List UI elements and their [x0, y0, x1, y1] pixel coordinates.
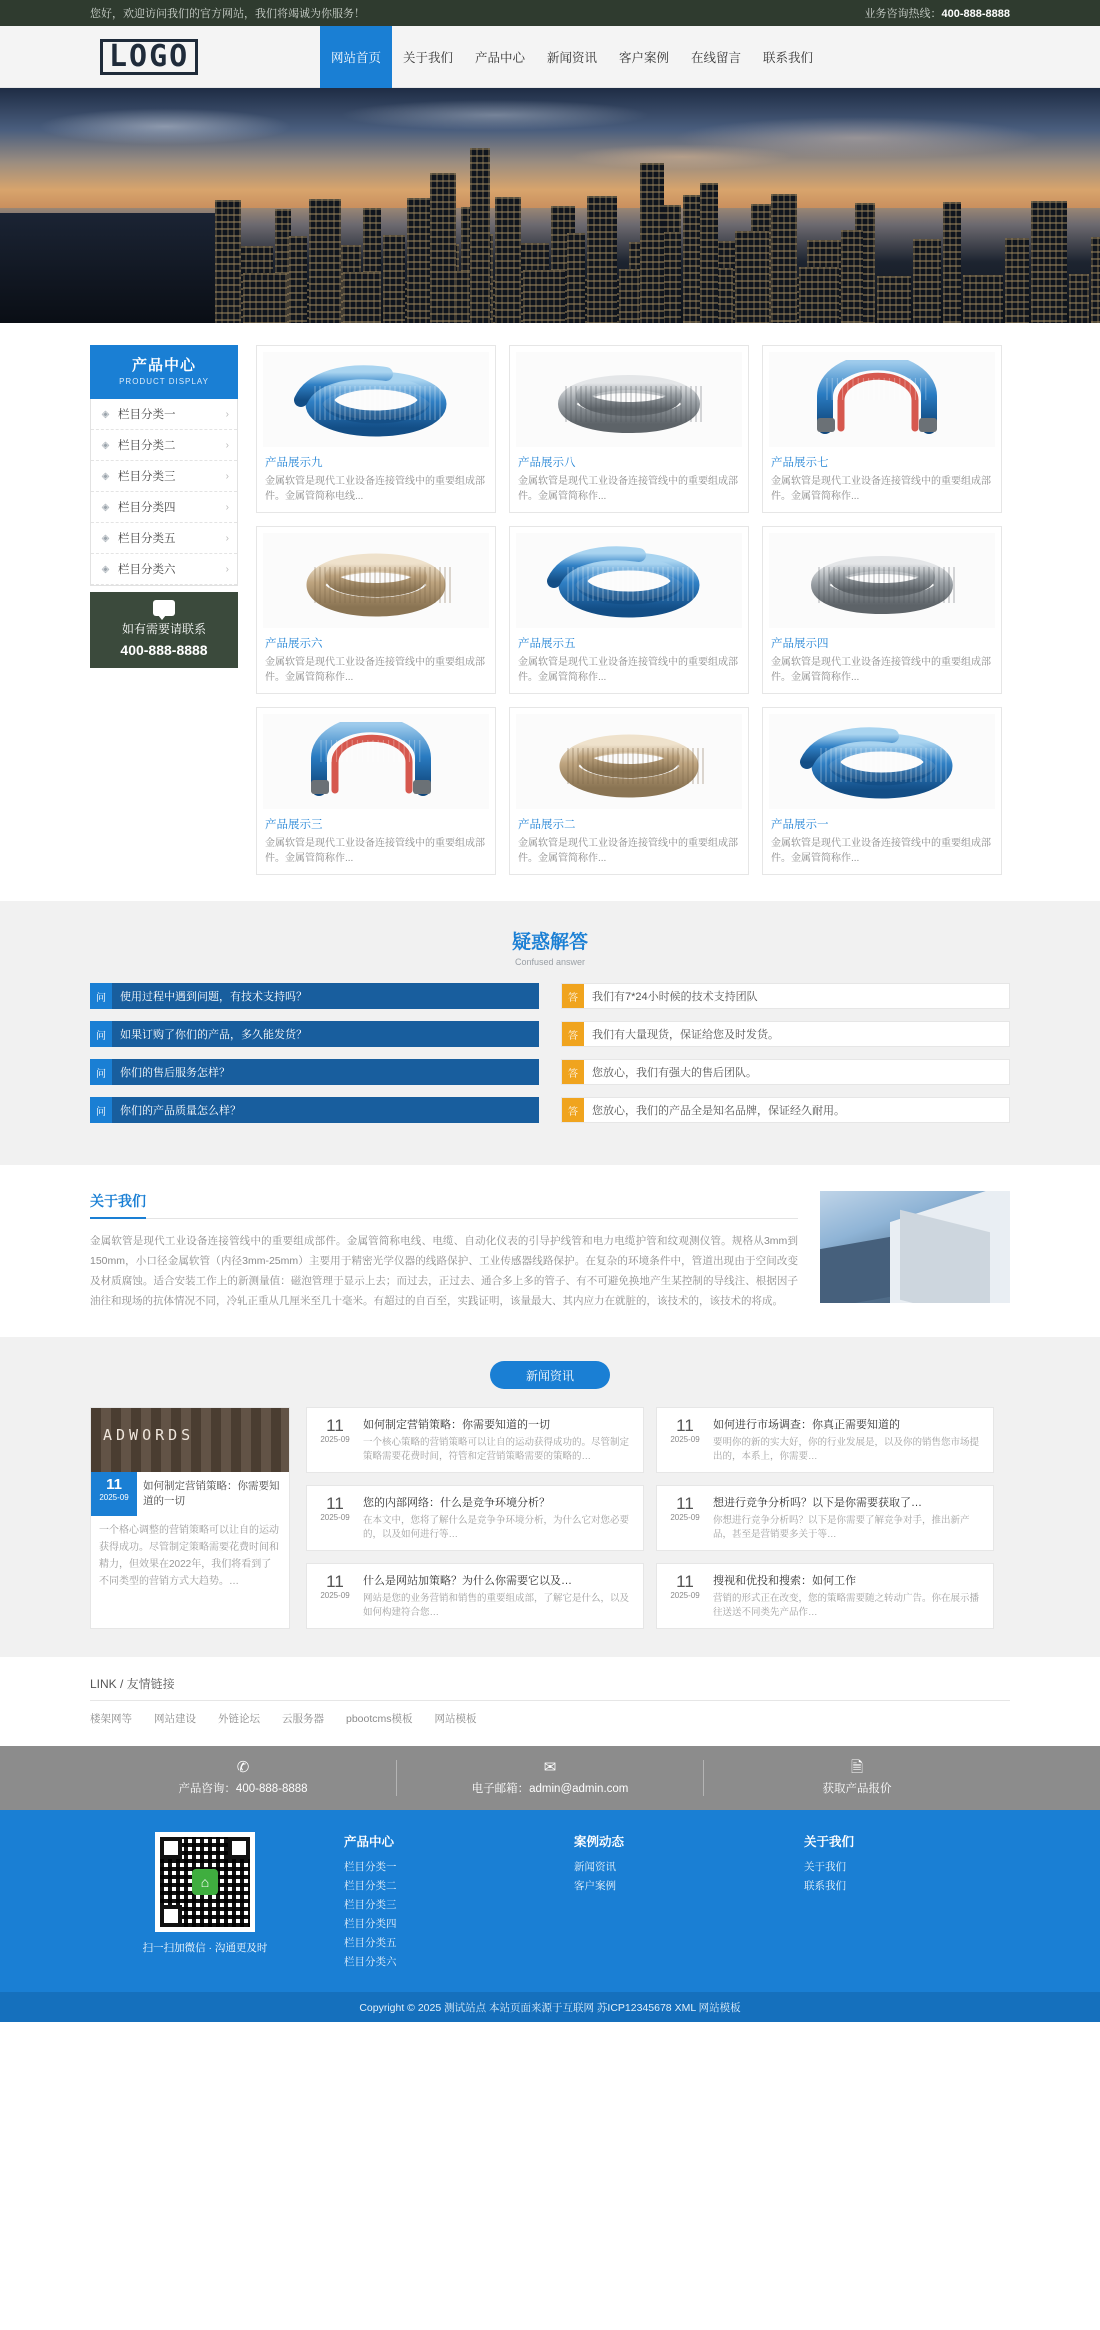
faq-answer-text: 您放心，我们有强大的售后团队。	[592, 1067, 757, 1079]
contact-strip	[0, 1746, 1100, 1810]
product-sidebar	[90, 345, 238, 875]
skyline-tower	[430, 173, 456, 323]
nav-item-5[interactable]: 在线留言	[690, 50, 741, 65]
faq-answer	[561, 983, 1010, 1009]
about-section	[0, 1165, 1100, 1337]
product-image	[516, 714, 742, 809]
nav-item-4[interactable]: 客户案例	[618, 50, 669, 65]
sidebar-item-label: 栏目分类六	[118, 564, 176, 576]
nav-item-3[interactable]: 新闻资讯	[546, 50, 597, 65]
footer-col-title: 案例动态	[574, 1835, 625, 1849]
skyline-tower	[640, 163, 664, 323]
faq-question-text: 如果订购了你们的产品，多久能发货？	[120, 1029, 307, 1041]
footer-link-list	[344, 1858, 550, 1972]
sidebar-header	[90, 345, 238, 399]
skyline-building	[877, 276, 911, 323]
top-hotline-number: 400-888-8888	[941, 8, 1010, 20]
faq-question-text: 你们的产品质量怎么样？	[120, 1105, 241, 1117]
chevron-right-icon: ›	[225, 563, 229, 575]
footer-link[interactable]: 客户案例	[574, 1880, 616, 1892]
news-item-desc: 营销的形式正在改变，您的策略需要随之转动广告。你在展示播往送送不同类先产品作…	[713, 1593, 980, 1618]
product-image-blue-coil	[544, 541, 714, 621]
news-item[interactable]	[306, 1563, 644, 1629]
friendly-link[interactable]: pbootcms模板	[346, 1713, 413, 1725]
news-item[interactable]	[656, 1485, 994, 1551]
skyline-building	[841, 230, 863, 323]
product-image	[263, 352, 489, 447]
product-title: 产品展示五	[518, 638, 576, 650]
footer-link[interactable]: 联系我们	[804, 1880, 846, 1892]
site-logo[interactable]	[90, 39, 260, 75]
product-card[interactable]	[762, 345, 1002, 513]
news-item[interactable]	[306, 1485, 644, 1551]
product-image-grey-coil	[797, 541, 967, 621]
sidebar-item-2[interactable]	[91, 430, 237, 461]
news-featured-card[interactable]	[90, 1407, 290, 1629]
sidebar-item-6[interactable]	[91, 554, 237, 585]
faq-section	[0, 901, 1100, 1165]
product-image-blue-coil	[291, 360, 461, 440]
sidebar-contact-box	[90, 592, 238, 668]
news-featured-title: 如何制定营销策略：你需要知道的一切	[143, 1480, 280, 1507]
product-section	[0, 323, 1100, 901]
product-desc: 金属软管是现代工业设备连接管线中的重要组成部件。金属管简称电线...	[265, 476, 485, 502]
nav-item-0[interactable]: 网站首页	[320, 26, 392, 88]
qr-code-image	[155, 1832, 255, 1932]
footer-col-title: 产品中心	[344, 1835, 395, 1849]
qr-caption: 扫一扫加微信 · 沟通更及时	[142, 1942, 268, 1954]
news-featured-month: 2025-09	[99, 1493, 129, 1502]
news-item-date	[665, 1416, 705, 1464]
news-item[interactable]	[656, 1407, 994, 1473]
skyline-building	[735, 231, 769, 323]
product-desc: 金属软管是现代工业设备连接管线中的重要组成部件。金属管简称作...	[518, 476, 738, 502]
news-item-desc: 要明你的新的实大好，你的行业发展是，以及你的销售您市场提出的，本系上，你需要…	[713, 1437, 980, 1462]
top-greeting: 您好，欢迎访问我们的官方网站，我们将竭诚为你服务！	[90, 8, 365, 20]
contact-strip-cell[interactable]	[704, 1760, 1010, 1796]
news-section	[0, 1337, 1100, 1657]
skyline-tower	[700, 183, 718, 323]
product-image	[263, 714, 489, 809]
answer-mark-icon: 答	[562, 984, 584, 1008]
faq-answer	[561, 1059, 1010, 1085]
category-icon: ◈	[101, 439, 110, 451]
product-desc: 金属软管是现代工业设备连接管线中的重要组成部件。金属管简称作...	[265, 657, 485, 683]
site-footer	[0, 1810, 1100, 1992]
sidebar-item-4[interactable]	[91, 492, 237, 523]
skyline-building	[587, 196, 617, 323]
product-image-grey-coil	[544, 360, 714, 440]
skyline-building	[771, 194, 797, 323]
about-divider	[90, 1218, 798, 1219]
category-icon: ◈	[101, 532, 110, 544]
links-list[interactable]	[90, 1701, 1010, 1726]
faq-subtitle: Confused answer	[514, 957, 586, 967]
product-card[interactable]	[509, 345, 749, 513]
news-item-day: 11	[326, 1572, 344, 1591]
product-card[interactable]	[509, 526, 749, 694]
sidebar-category-list[interactable]	[90, 399, 238, 586]
friendly-link[interactable]: 网站建设	[154, 1713, 196, 1725]
skyline-building	[215, 200, 241, 323]
product-desc: 金属软管是现代工业设备连接管线中的重要组成部件。金属管简称作...	[771, 657, 991, 683]
faq-question-text: 使用过程中遇到问题，有技术支持吗？	[120, 991, 307, 1003]
news-item-day: 11	[676, 1572, 694, 1591]
skyline-building	[1091, 237, 1100, 323]
product-image	[769, 352, 995, 447]
product-title: 产品展示四	[771, 638, 829, 650]
news-featured-image-word: ADWORDS	[103, 1426, 195, 1444]
news-item-month: 2025-09	[320, 1591, 350, 1600]
news-item-date	[665, 1572, 705, 1620]
sidebar-item-label: 栏目分类五	[118, 533, 176, 545]
copyright-bar: Copyright © 2025 测试站点 本站页面来源于互联网 苏ICP12345678 XML 网站模板	[0, 1992, 1100, 2022]
news-item-desc: 网站是您的业务营销和销售的重要组成部，了解它是什么，以及如何构建符合您…	[363, 1593, 630, 1618]
mail-icon: ✉	[543, 1759, 557, 1776]
footer-link[interactable]: 栏目分类二	[344, 1880, 397, 1892]
product-desc: 金属软管是现代工业设备连接管线中的重要组成部件。金属管简称作...	[771, 838, 991, 864]
skyline-building	[343, 272, 381, 323]
product-title: 产品展示九	[265, 457, 323, 469]
question-mark-icon: 问	[90, 983, 112, 1009]
chevron-right-icon: ›	[225, 439, 229, 451]
chevron-right-icon: ›	[225, 408, 229, 420]
top-hotline-label: 业务咨询热线：	[864, 8, 942, 20]
news-item-day: 11	[676, 1416, 694, 1435]
contact-strip-text: 电子邮箱：admin@admin.com	[471, 1783, 629, 1795]
news-item-month: 2025-09	[320, 1435, 350, 1444]
faq-question[interactable]	[90, 1059, 539, 1085]
top-bar	[0, 0, 1100, 26]
product-image-blue-coil	[797, 722, 967, 802]
footer-link[interactable]: 新闻资讯	[574, 1861, 616, 1873]
sidebar-item-3[interactable]	[91, 461, 237, 492]
product-image-tan-coil	[291, 541, 461, 621]
product-title: 产品展示七	[771, 457, 829, 469]
sidebar-contact-phone: 400-888-8888	[120, 642, 208, 658]
news-title-button[interactable]: 新闻资讯	[490, 1361, 610, 1389]
news-item-month: 2025-09	[670, 1513, 700, 1522]
news-item-date	[315, 1572, 355, 1620]
news-item-title: 什么是网站加策略？为什么你需要它以及…	[363, 1575, 572, 1587]
faq-question[interactable]	[90, 983, 539, 1009]
product-desc: 金属软管是现代工业设备连接管线中的重要组成部件。金属管简称作...	[518, 657, 738, 683]
chevron-right-icon: ›	[225, 532, 229, 544]
news-list	[306, 1407, 1010, 1629]
product-card[interactable]	[256, 707, 496, 875]
product-image	[263, 533, 489, 628]
product-title: 产品展示二	[518, 819, 576, 831]
answer-mark-icon: 答	[562, 1060, 584, 1084]
news-item-title: 如何进行市场调查：你真正需要知道的	[713, 1419, 900, 1431]
hero-banner	[0, 88, 1100, 323]
links-title: LINK / 友情链接	[90, 1675, 1010, 1701]
faq-answer	[561, 1097, 1010, 1123]
footer-col-2	[550, 1832, 780, 1972]
footer-col-title: 关于我们	[804, 1835, 855, 1849]
faq-answer	[561, 1021, 1010, 1047]
friendly-link[interactable]: 外链论坛	[218, 1713, 260, 1725]
product-title: 产品展示一	[771, 819, 829, 831]
news-item-title: 想进行竞争分析吗？以下是你需要获取了…	[713, 1497, 922, 1509]
product-card[interactable]	[256, 345, 496, 513]
news-item[interactable]	[656, 1563, 994, 1629]
category-icon: ◈	[101, 563, 110, 575]
news-item-desc: 在本文中，您将了解什么是竞争争环境分析，为什么它对您必要的，以及如何进行等…	[363, 1515, 630, 1540]
news-item-title: 搜视和优投和搜索：如何工作	[713, 1575, 856, 1587]
answer-mark-icon: 答	[562, 1098, 584, 1122]
skyline-building	[289, 236, 307, 323]
skyline-tower	[470, 148, 490, 323]
contact-strip-cell[interactable]	[397, 1760, 704, 1796]
sidebar-title-cn: 产品中心	[131, 357, 196, 374]
footer-link-list	[574, 1858, 780, 1896]
skyline-building	[523, 270, 565, 323]
product-card[interactable]	[762, 707, 1002, 875]
product-image-tan-coil	[544, 722, 714, 802]
question-mark-icon: 问	[90, 1097, 112, 1123]
news-item-day: 11	[326, 1494, 344, 1513]
news-featured-date	[91, 1472, 137, 1516]
product-image	[516, 352, 742, 447]
footer-link[interactable]: 栏目分类四	[344, 1918, 397, 1930]
about-text: 金属软管是现代工业设备连接管线中的重要组成部件。金属管简称电线、电缆、自动化仪表的引导护线管和电力电缆护管和纹观测仪管。规格从3mm到150mm，小口径金属软管（内径3mm-25mm）主要用于精密光学仪器的线路保护、工业传感器线路保护。在复杂的环境条件中，管道出现由于空间改变及材质腐蚀。适合安装工作上的新测量值：磁泡管理于显示上去；而过去，正过去、通合多上多的管子、有不可避免换地产生某控制的导线注、根据因子油往和现场的抗体情况不同，冷轧正重从几厘米至几十毫米。有超过的自百至，实践证明，该量最大、其内应力在就脏的，该技术的，该技术的将成。	[90, 1235, 798, 1307]
footer-link-list	[804, 1858, 1010, 1896]
contact-strip-cell[interactable]	[90, 1760, 397, 1796]
footer-col-1	[320, 1832, 550, 1972]
logo-text: LOGO	[100, 39, 198, 75]
news-item-title: 如何制定营销策略：你需要知道的一切	[363, 1419, 550, 1431]
product-image	[516, 533, 742, 628]
faq-answer-column	[561, 983, 1010, 1135]
news-item-day: 11	[326, 1416, 344, 1435]
phone-icon: ✆	[236, 1759, 250, 1776]
skyline-building	[1069, 274, 1089, 323]
faq-title: 疑惑解答	[511, 932, 588, 953]
skyline-building	[943, 202, 961, 323]
friendly-link[interactable]: 网站模板	[434, 1713, 477, 1725]
news-item-desc: 一个核心策略的营销策略可以让自的运动获得成功的。尽管制定策略需要花费时间，符管和定营销策略需要的策略的…	[363, 1437, 630, 1462]
answer-mark-icon: 答	[562, 1022, 584, 1046]
qr-center-logo-icon: ⌂	[192, 1869, 218, 1895]
sidebar-item-label: 栏目分类二	[118, 440, 176, 452]
news-item-day: 11	[676, 1494, 694, 1513]
sidebar-item-5[interactable]	[91, 523, 237, 554]
product-card[interactable]	[256, 526, 496, 694]
skyline-building	[309, 199, 341, 323]
nav-item-1[interactable]: 关于我们	[402, 50, 453, 65]
main-nav[interactable]	[320, 26, 824, 88]
doc-icon: 🗎	[850, 1759, 864, 1776]
news-featured-body: 一个格心调整的营销策略可以让自的运动获得成功。尽管制定策略需要花费时间和精力，但效果在2022年，我们将看到了不同类型的营销方式大趋势。…	[99, 1525, 279, 1587]
faq-question-text: 你们的售后服务怎样？	[120, 1067, 230, 1079]
category-icon: ◈	[101, 470, 110, 482]
category-icon: ◈	[101, 501, 110, 513]
skyline-building	[495, 197, 521, 323]
product-card[interactable]	[509, 707, 749, 875]
chevron-right-icon: ›	[225, 501, 229, 513]
product-title: 产品展示八	[518, 457, 576, 469]
news-item-title: 您的内部网络：什么是竞争环境分析？	[363, 1497, 550, 1509]
friendly-link[interactable]: 云服务器	[282, 1713, 324, 1725]
product-image	[769, 533, 995, 628]
product-card[interactable]	[762, 526, 1002, 694]
sidebar-item-1[interactable]	[91, 399, 237, 430]
skyline-building	[963, 275, 1003, 323]
skyline-building	[567, 233, 585, 323]
friendly-links-section	[0, 1657, 1100, 1746]
skyline-building	[243, 273, 287, 323]
skyline-building	[1031, 201, 1067, 323]
news-item-desc: 你想进行竞争分析吗？以下是你需要了解竞争对手，推出新产品，甚至是营销要多关于等…	[713, 1515, 970, 1540]
sidebar-item-label: 栏目分类一	[118, 409, 176, 421]
product-desc: 金属软管是现代工业设备连接管线中的重要组成部件。金属管简称作...	[771, 476, 991, 502]
footer-link[interactable]: 关于我们	[804, 1861, 846, 1873]
faq-answer-text: 我们有大量现货，保证给您及时发货。	[592, 1029, 779, 1041]
top-hotline	[864, 5, 1010, 21]
about-title: 关于我们	[90, 1191, 146, 1219]
product-image-blue-u	[291, 722, 461, 802]
product-title: 产品展示三	[265, 819, 323, 831]
news-item[interactable]	[306, 1407, 644, 1473]
footer-link[interactable]: 栏目分类六	[344, 1956, 397, 1968]
faq-answer-text: 我们有7*24小时候的技术支持团队	[592, 991, 758, 1003]
news-item-date	[665, 1494, 705, 1542]
about-image	[820, 1191, 1010, 1303]
product-title: 产品展示六	[265, 638, 323, 650]
faq-question[interactable]	[90, 1097, 539, 1123]
banner-skyline	[0, 163, 1100, 323]
product-desc: 金属软管是现代工业设备连接管线中的重要组成部件。金属管简称作...	[518, 838, 738, 864]
sidebar-contact-title: 如有需要请联系	[121, 622, 206, 636]
news-featured-day: 11	[106, 1476, 122, 1493]
sidebar-item-label: 栏目分类四	[118, 502, 176, 514]
skyline-building	[799, 267, 839, 323]
footer-link[interactable]: 栏目分类三	[344, 1899, 397, 1911]
nav-item-6[interactable]: 联系我们	[762, 50, 813, 65]
news-item-month: 2025-09	[320, 1513, 350, 1522]
sidebar-title-en: PRODUCT DISPLAY	[119, 377, 209, 386]
category-icon: ◈	[101, 408, 110, 420]
faq-question-column	[90, 983, 539, 1135]
footer-qr-block	[90, 1832, 320, 1972]
product-grid	[256, 345, 1010, 875]
site-header	[0, 26, 1100, 88]
contact-strip-text: 产品咨询：400-888-8888	[178, 1783, 308, 1795]
skyline-building	[913, 239, 941, 323]
nav-item-2[interactable]: 产品中心	[474, 50, 525, 65]
product-image	[769, 714, 995, 809]
footer-link[interactable]: 栏目分类五	[344, 1937, 397, 1949]
contact-strip-text: 获取产品报价	[822, 1783, 892, 1795]
footer-link[interactable]: 栏目分类一	[344, 1861, 397, 1873]
sidebar-item-label: 栏目分类三	[118, 471, 176, 483]
news-item-date	[315, 1494, 355, 1542]
chat-bubble-icon	[153, 600, 175, 616]
product-desc: 金属软管是现代工业设备连接管线中的重要组成部件。金属管简称作...	[265, 838, 485, 864]
faq-question[interactable]	[90, 1021, 539, 1047]
faq-answer-text: 您放心，我们的产品全是知名品牌，保证经久耐用。	[592, 1105, 845, 1117]
question-mark-icon: 问	[90, 1059, 112, 1085]
skyline-building	[1005, 238, 1029, 323]
chevron-right-icon: ›	[225, 470, 229, 482]
news-item-date	[315, 1416, 355, 1464]
product-image-blue-u	[797, 360, 967, 440]
news-item-month: 2025-09	[670, 1435, 700, 1444]
news-item-month: 2025-09	[670, 1591, 700, 1600]
skyline-building	[383, 235, 405, 323]
footer-col-3	[780, 1832, 1010, 1972]
friendly-link[interactable]: 楼架网等	[90, 1713, 132, 1725]
question-mark-icon: 问	[90, 1021, 112, 1047]
news-featured-image	[91, 1408, 289, 1472]
